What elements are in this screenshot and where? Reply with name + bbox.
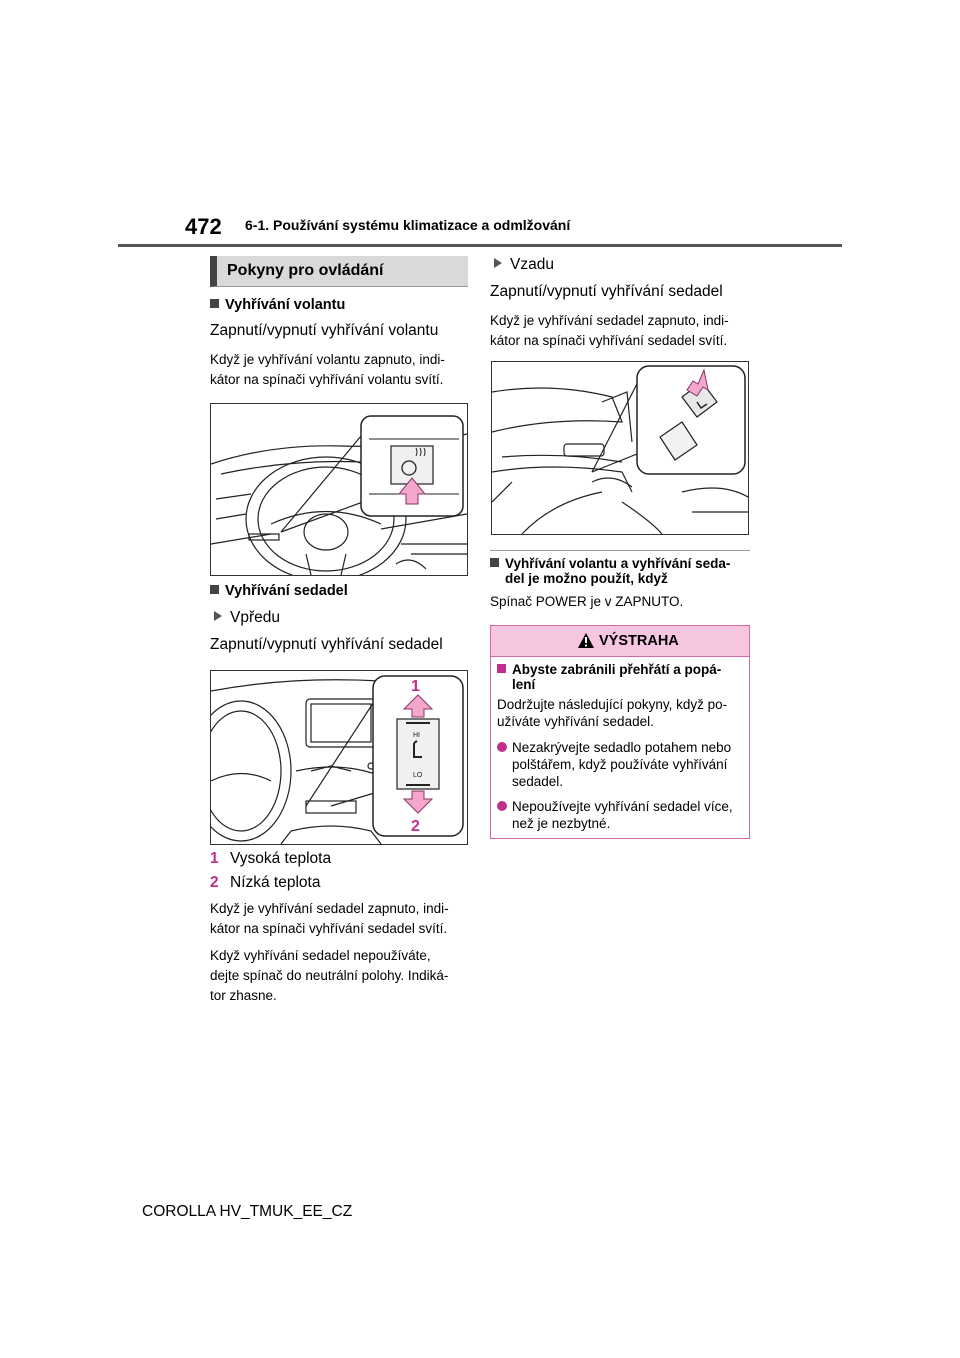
section-heading-text: Pokyny pro ovládání [227,262,384,279]
square-bullet-icon [210,299,219,308]
item-high-temp: 1 Vysoká teplota [210,850,332,867]
hi-label: HI [413,732,420,739]
seat-heater-subheading: Zapnutí/vypnutí vyhřívání sedadel [210,636,443,653]
header-divider [118,244,842,247]
page-number: 472 [185,214,222,239]
triangle-bullet-icon [214,611,222,621]
label-1: 1 [411,678,420,695]
square-bullet-icon [497,664,506,673]
warning-box [490,625,750,839]
front-label: Vpředu [214,609,280,627]
warning-heading: Abyste zabránili přehřátí a popá- lení [497,662,721,692]
warning-bullet-1: Nezakrývejte sedadlo potahem nebo polštářem, když používáte vyhřívání sedadel. [497,739,731,790]
rear-text: Když je vyhřívání sedadel zapnuto, indi- kátor na spínači vyhřívání sedadel svítí. [490,313,729,348]
footer-model-code: COROLLA HV_TMUK_EE_CZ [142,1203,353,1220]
seat-heater-text-1: Když je vyhřívání sedadel zapnuto, indi- kátor na spínači vyhřívání sedadel svítí. [210,901,449,936]
seat-heater-heading: Vyhřívání sedadel [210,583,348,599]
usable-heading: Vyhřívání volantu a vyhřívání seda- del je možno použít, když [490,556,730,586]
steering-heater-subheading: Zapnutí/vypnutí vyhřívání volantu [210,322,439,339]
steering-heater-heading: Vyhřívání volantu [210,297,345,313]
seat-heater-text-2: Když vyhřívání sedadel nepoužíváte, dejte spínač do neutrální polohy. Indiká- tor zhasne. [210,948,449,1003]
rear-subheading: Zapnutí/vypnutí vyhřívání sedadel [490,283,723,300]
warning-intro: Dodržujte následující pokyny, když po- užíváte vyhřívání sedadel. [497,697,728,729]
circle-bullet-icon [497,801,507,811]
front-seat-heater-figure [210,670,468,845]
triangle-bullet-icon [494,258,502,268]
warning-triangle-icon [577,632,595,649]
warning-header [491,626,749,657]
section-heading [210,256,468,287]
square-bullet-icon [490,558,499,567]
lo-label: LO [413,772,423,779]
steering-heater-text: Když je vyhřívání volantu zapnuto, indi- kátor na spínači vyhřívání volantu svítí. [210,352,445,387]
label-2: 2 [411,818,420,835]
square-bullet-icon [210,585,219,594]
chapter-title: 6-1. Používání systému klimatizace a odmlžování [245,217,571,233]
usable-text: Spínač POWER je v ZAPNUTO. [490,594,684,609]
circle-bullet-icon [497,742,507,752]
warning-title: VÝSTRAHA [599,633,679,649]
warning-bullet-2: Nepoužívejte vyhřívání sedadel více, než je nezbytné. [497,798,733,832]
rear-seat-heater-figure [491,361,749,535]
divider [490,550,750,551]
rear-label: Vzadu [494,256,554,274]
steering-heater-figure [210,403,468,576]
item-low-temp: 2 Nízká teplota [210,874,321,891]
